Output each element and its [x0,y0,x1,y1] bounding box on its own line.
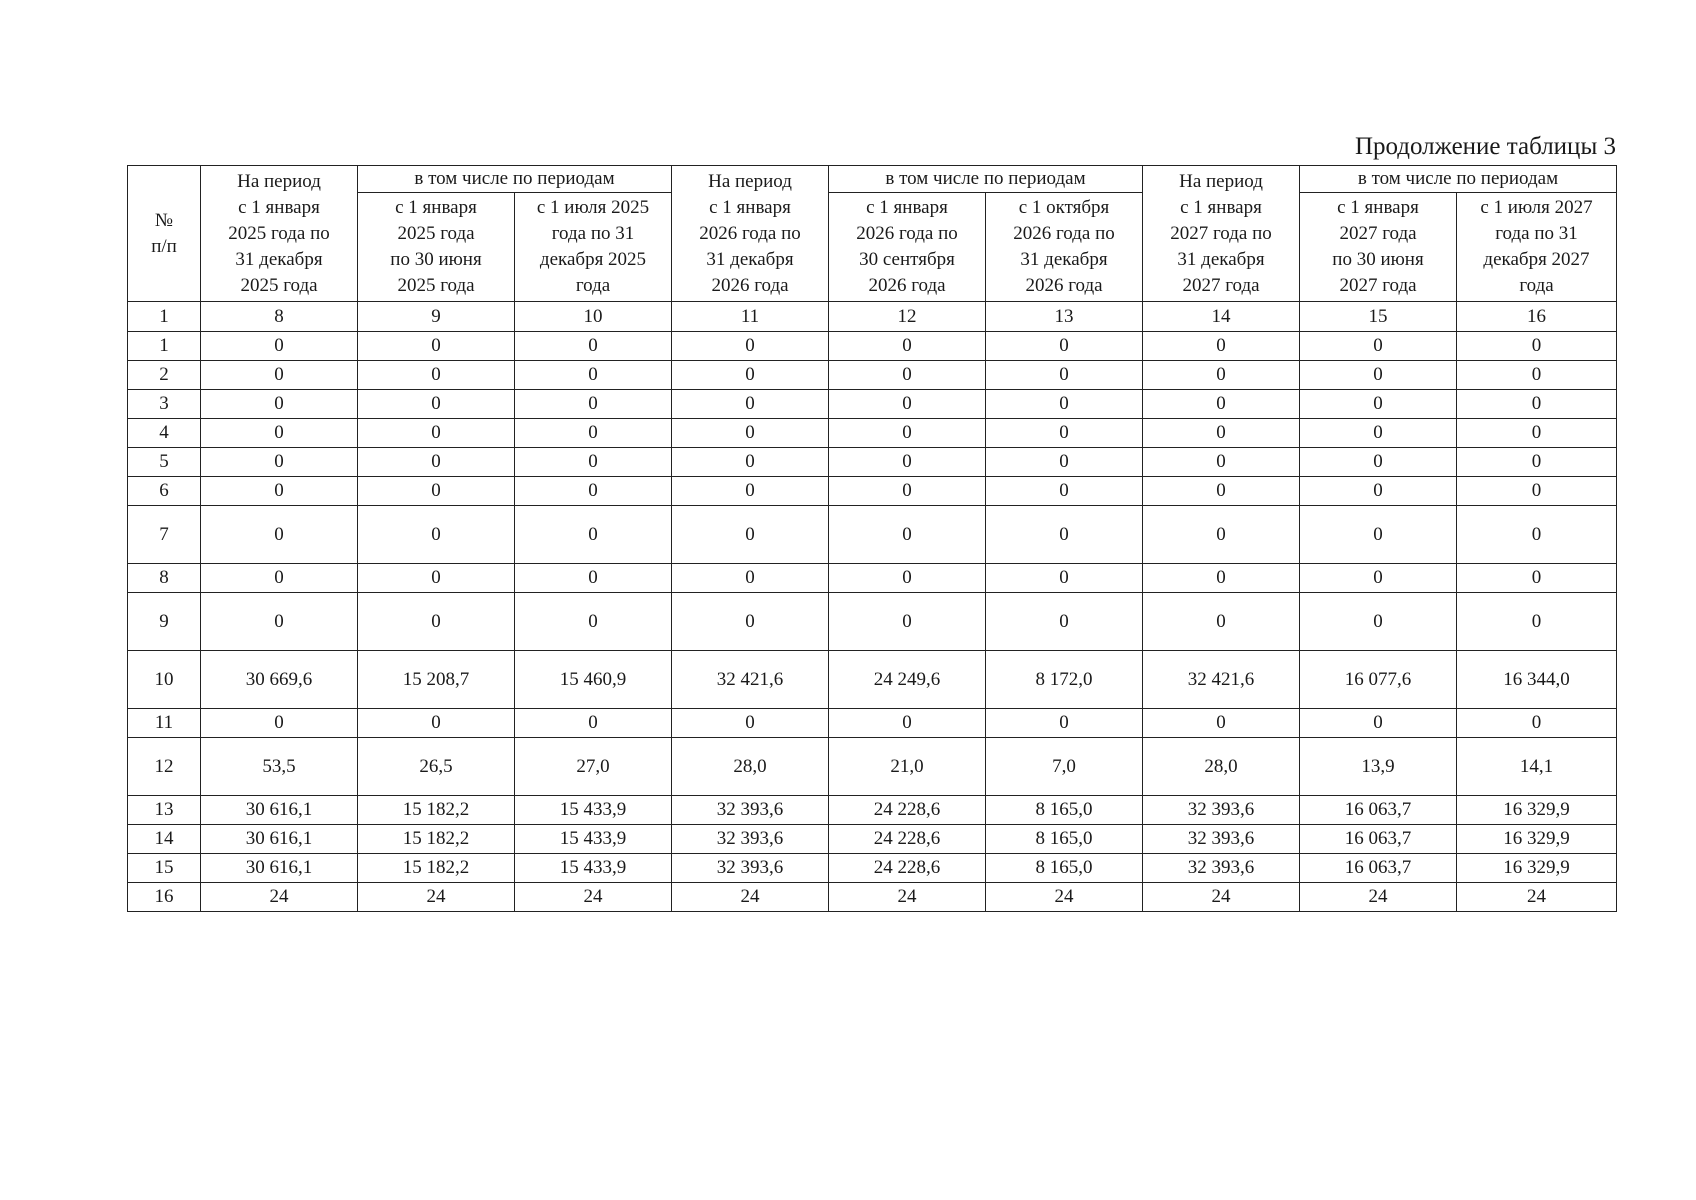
value-cell: 0 [1143,477,1300,506]
value-cell: 16 077,6 [1300,651,1457,709]
value-cell: 14,1 [1457,738,1617,796]
value-cell: 0 [1457,448,1617,477]
value-cell: 0 [358,361,515,390]
value-cell: 0 [358,332,515,361]
value-cell: 0 [672,709,829,738]
value-cell: 24 [201,883,358,912]
row-number-cell: 5 [128,448,201,477]
header-subperiods-2025: в том числе по периодам [358,166,672,193]
value-cell: 32 393,6 [672,796,829,825]
value-cell: 0 [986,709,1143,738]
value-cell: 0 [358,448,515,477]
value-cell: 0 [1300,448,1457,477]
table-row [128,390,1617,419]
value-cell: 0 [201,448,358,477]
value-cell: 24 [1457,883,1617,912]
value-cell: 16 344,0 [1457,651,1617,709]
value-cell: 24 [672,883,829,912]
value-cell: 24 228,6 [829,854,986,883]
value-cell: 0 [1300,506,1457,564]
column-number-cell: 10 [515,302,672,332]
value-cell: 53,5 [201,738,358,796]
column-number-cell: 12 [829,302,986,332]
row-number-cell: 13 [128,796,201,825]
table-row [128,796,1617,825]
header-h2-2025: с 1 июля 2025 года по 31 декабря 2025 года [515,193,672,302]
value-cell: 0 [515,390,672,419]
value-cell: 0 [1300,477,1457,506]
table-row [128,448,1617,477]
value-cell: 0 [1300,593,1457,651]
value-cell: 0 [986,593,1143,651]
value-cell: 0 [201,332,358,361]
header-q1-2026: с 1 января 2026 года по 30 сентября 2026 года [829,193,986,302]
value-cell: 0 [829,506,986,564]
value-cell: 32 393,6 [1143,825,1300,854]
value-cell: 32 421,6 [1143,651,1300,709]
value-cell: 15 182,2 [358,796,515,825]
table-row [128,419,1617,448]
value-cell: 0 [829,419,986,448]
row-number-cell: 9 [128,593,201,651]
value-cell: 0 [986,361,1143,390]
value-cell: 16 063,7 [1300,854,1457,883]
value-cell: 15 433,9 [515,825,672,854]
value-cell: 30 616,1 [201,796,358,825]
value-cell: 32 393,6 [672,854,829,883]
value-cell: 0 [1300,419,1457,448]
value-cell: 24 [986,883,1143,912]
row-number-cell: 8 [128,564,201,593]
row-number-cell: 15 [128,854,201,883]
value-cell: 0 [1143,564,1300,593]
table-row [128,825,1617,854]
value-cell: 0 [829,448,986,477]
value-cell: 0 [1457,506,1617,564]
column-number-cell: 16 [1457,302,1617,332]
value-cell: 0 [672,332,829,361]
value-cell: 0 [358,564,515,593]
value-cell: 0 [986,506,1143,564]
value-cell: 32 393,6 [672,825,829,854]
table-row [128,332,1617,361]
header-period-2026: На период с 1 января 2026 года по 31 декабря 2026 года [672,166,829,302]
value-cell: 15 460,9 [515,651,672,709]
value-cell: 0 [515,564,672,593]
value-cell: 30 616,1 [201,854,358,883]
value-cell: 0 [1300,390,1457,419]
column-number-cell: 14 [1143,302,1300,332]
value-cell: 0 [515,448,672,477]
value-cell: 0 [829,709,986,738]
column-number-cell: 11 [672,302,829,332]
value-cell: 0 [1143,593,1300,651]
value-cell: 0 [358,390,515,419]
value-cell: 0 [672,477,829,506]
value-cell: 15 208,7 [358,651,515,709]
value-cell: 8 165,0 [986,796,1143,825]
data-table [127,165,1617,912]
value-cell: 0 [672,506,829,564]
value-cell: 15 182,2 [358,825,515,854]
value-cell: 0 [829,332,986,361]
value-cell: 0 [829,593,986,651]
value-cell: 0 [1300,361,1457,390]
table-row [128,564,1617,593]
value-cell: 0 [201,506,358,564]
value-cell: 0 [201,709,358,738]
column-number-cell: 1 [128,302,201,332]
value-cell: 0 [672,448,829,477]
value-cell: 0 [1143,361,1300,390]
value-cell: 15 433,9 [515,796,672,825]
value-cell: 0 [829,564,986,593]
value-cell: 0 [1457,477,1617,506]
value-cell: 0 [358,506,515,564]
row-number-cell: 2 [128,361,201,390]
row-number-cell: 14 [128,825,201,854]
row-number-cell: 11 [128,709,201,738]
value-cell: 0 [515,477,672,506]
value-cell: 16 329,9 [1457,825,1617,854]
value-cell: 0 [358,477,515,506]
value-cell: 0 [1457,709,1617,738]
value-cell: 24 228,6 [829,825,986,854]
value-cell: 0 [515,506,672,564]
value-cell: 16 063,7 [1300,825,1457,854]
value-cell: 0 [358,419,515,448]
table-row [128,361,1617,390]
value-cell: 0 [201,419,358,448]
value-cell: 0 [672,419,829,448]
header-period-2027: На период с 1 января 2027 года по 31 декабря 2027 года [1143,166,1300,302]
value-cell: 0 [201,390,358,419]
value-cell: 26,5 [358,738,515,796]
value-cell: 24 [1300,883,1457,912]
row-number-cell: 12 [128,738,201,796]
table-row [128,477,1617,506]
value-cell: 24 228,6 [829,796,986,825]
value-cell: 8 165,0 [986,854,1143,883]
header-h1-2025: с 1 января 2025 года по 30 июня 2025 года [358,193,515,302]
value-cell: 0 [672,361,829,390]
header-period-2025: На период с 1 января 2025 года по 31 декабря 2025 года [201,166,358,302]
value-cell: 0 [1300,332,1457,361]
value-cell: 0 [1457,564,1617,593]
value-cell: 32 421,6 [672,651,829,709]
column-number-row [128,302,1617,332]
value-cell: 24 [515,883,672,912]
value-cell: 24 [358,883,515,912]
value-cell: 0 [358,593,515,651]
table-caption: Продолжение таблицы 3 [1354,133,1616,160]
column-number-cell: 15 [1300,302,1457,332]
value-cell: 0 [986,419,1143,448]
value-cell: 0 [1143,332,1300,361]
row-number-cell: 6 [128,477,201,506]
table-row [128,593,1617,651]
header-q4-2026: с 1 октября 2026 года по 31 декабря 2026 года [986,193,1143,302]
row-number-cell: 3 [128,390,201,419]
value-cell: 15 433,9 [515,854,672,883]
value-cell: 0 [829,477,986,506]
value-cell: 0 [1457,390,1617,419]
value-cell: 0 [1143,506,1300,564]
value-cell: 0 [515,593,672,651]
value-cell: 0 [201,361,358,390]
value-cell: 24 249,6 [829,651,986,709]
value-cell: 0 [1143,709,1300,738]
value-cell: 0 [201,593,358,651]
row-number-cell: 1 [128,332,201,361]
value-cell: 0 [986,564,1143,593]
value-cell: 28,0 [1143,738,1300,796]
value-cell: 24 [829,883,986,912]
value-cell: 30 669,6 [201,651,358,709]
value-cell: 24 [1143,883,1300,912]
row-number-cell: 16 [128,883,201,912]
column-number-cell: 13 [986,302,1143,332]
value-cell: 0 [829,361,986,390]
value-cell: 0 [986,332,1143,361]
table-row [128,883,1617,912]
header-subperiods-2026: в том числе по периодам [829,166,1143,193]
value-cell: 32 393,6 [1143,796,1300,825]
row-number-cell: 7 [128,506,201,564]
value-cell: 0 [358,709,515,738]
value-cell: 0 [515,332,672,361]
value-cell: 0 [986,390,1143,419]
header-subperiods-2027: в том числе по периодам [1300,166,1617,193]
value-cell: 32 393,6 [1143,854,1300,883]
value-cell: 8 172,0 [986,651,1143,709]
value-cell: 0 [986,477,1143,506]
table-row [128,506,1617,564]
value-cell: 0 [201,564,358,593]
value-cell: 0 [201,477,358,506]
value-cell: 0 [1457,361,1617,390]
value-cell: 0 [515,361,672,390]
value-cell: 0 [515,419,672,448]
value-cell: 0 [829,390,986,419]
value-cell: 0 [1143,419,1300,448]
header-row-number: № п/п [128,166,201,302]
value-cell: 0 [1457,419,1617,448]
row-number-cell: 4 [128,419,201,448]
value-cell: 7,0 [986,738,1143,796]
table-row [128,854,1617,883]
value-cell: 0 [672,564,829,593]
table-row [128,709,1617,738]
header-h2-2027: с 1 июля 2027 года по 31 декабря 2027 года [1457,193,1617,302]
value-cell: 27,0 [515,738,672,796]
value-cell: 21,0 [829,738,986,796]
header-h1-2027: с 1 января 2027 года по 30 июня 2027 года [1300,193,1457,302]
value-cell: 0 [1143,448,1300,477]
value-cell: 0 [1143,390,1300,419]
value-cell: 0 [672,390,829,419]
value-cell: 0 [1300,709,1457,738]
column-number-cell: 8 [201,302,358,332]
value-cell: 0 [672,593,829,651]
value-cell: 0 [986,448,1143,477]
value-cell: 8 165,0 [986,825,1143,854]
value-cell: 0 [1457,332,1617,361]
value-cell: 15 182,2 [358,854,515,883]
value-cell: 0 [1457,593,1617,651]
table-row [128,651,1617,709]
value-cell: 0 [1300,564,1457,593]
table-row [128,738,1617,796]
value-cell: 13,9 [1300,738,1457,796]
value-cell: 16 063,7 [1300,796,1457,825]
value-cell: 30 616,1 [201,825,358,854]
column-number-cell: 9 [358,302,515,332]
value-cell: 16 329,9 [1457,796,1617,825]
row-number-cell: 10 [128,651,201,709]
value-cell: 0 [515,709,672,738]
value-cell: 16 329,9 [1457,854,1617,883]
value-cell: 28,0 [672,738,829,796]
